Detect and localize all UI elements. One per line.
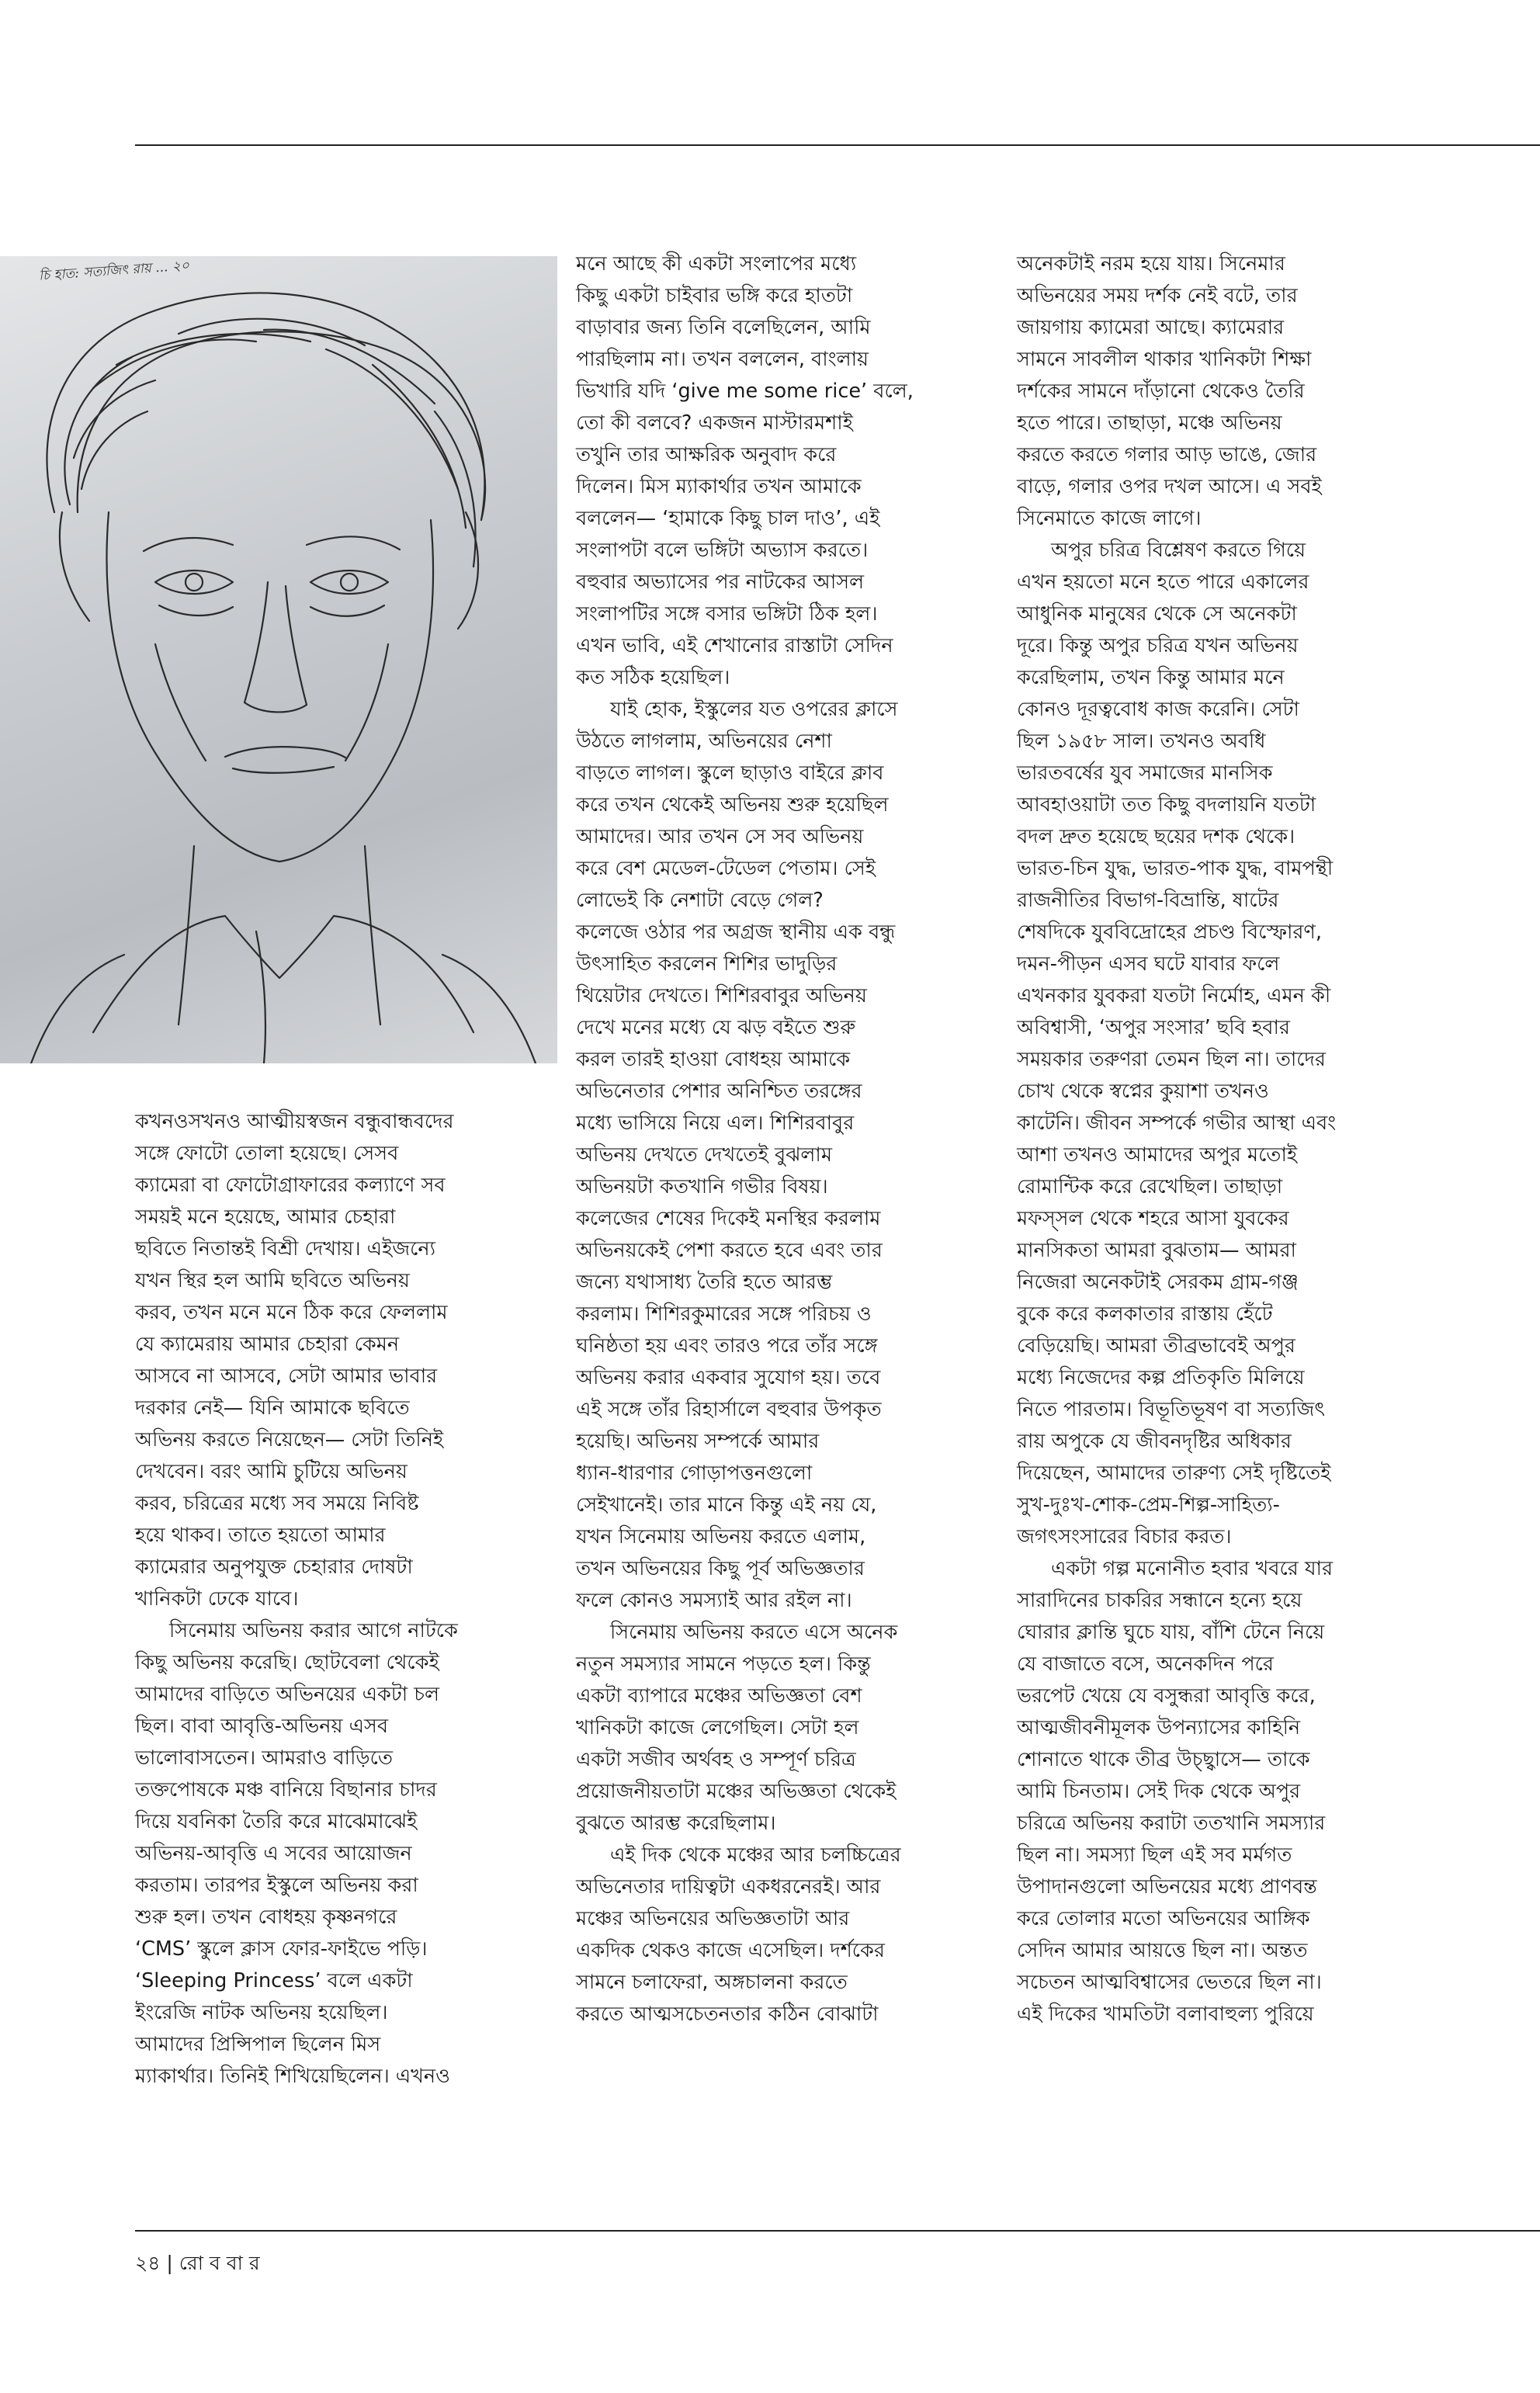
paragraph: অপুর চরিত্র বিশ্লেষণ করতে গিয়ে এখন হয়তো মনে হতে পারে একালের আধুনিক মানুষের থেকে সে অনেকটা দূরে। কিন্তু অপুর চরিত্র যখন অভিনয় করেছিলাম, তখন কিন্তু আমার মনে কোনও দূরত্ববোধ কাজ করেনি। সেটা ছিল ১৯৫৮ সাল। তখনও অবধি ভারতবর্ষের যুব সমাজের মানসিক আবহাওয়াটা তত কিছু বদলায়নি যতটা বদল দ্রুত হয়েছে ছয়ের দশক থেকে। ভারত-চিন যুদ্ধ, ভারত-পাক যুদ্ধ, বামপন্থী রাজনীতির বিভাগ-বিভ্রান্তি, ষাটের শেষদিকে যুববিদ্রোহের প্রচণ্ড বিস্ফোরণ, দমন-পীড়ন এসব ঘটে যাবার ফলে এখনকার যুবকরা যতটা নির্মোহ, এমন কী অবিশ্বাসী, ‘অপুর সংসার’ ছবি হবার সময়কার তরুণরা তেমন ছিল না। তাদের চোখ থেকে স্বপ্নের কুয়াশা তখনও কাটেনি। জীবন সম্পর্কে গভীর আস্থা এবং আশা তখনও আমাদের অপুর মতোই রোমান্টিক করে রেখেছিল। তাছাড়া মফস্সল থেকে শহরে আসা যুবকের মানসিকতা আমরা বুঝতাম— আমরা নিজেরা অনেকটাই সেরকম গ্রাম-গঞ্জ বুকে করে কলকাতার রাস্তায় হেঁটে বেড়িয়েছি। আমরা তীব্রভাবেই অপুর মধ্যে নিজেদের কল্প প্রতিকৃতি মিলিয়ে নিতে পারতাম। বিভূতিভূষণ বা সত্যজিৎ রায় অপুকে যে জীবনদৃষ্টির অধিকার দিয়েছেন, আমাদের তারুণ্য সেই দৃষ্টিতেই সুখ-দুঃখ-শোক-প্রেম-শিল্প-সাহিত্য- জগৎসংসারের বিচার করত। [1017, 539, 1337, 1549]
paragraph: অনেকটাই নরম হয়ে যায়। সিনেমার অভিনয়ের সময় দর্শক নেই বটে, তার জায়গায় ক্যামেরা আছে। ক্যামেরার সামনে সাবলীল থাকার খানিকটা শিক্ষা দর্শকের সামনে দাঁড়ানো থেকেও তৈরি হতে পারে। তাছাড়া, মঞ্চে অভিনয় করতে করতে গলার আড় ভাঙে, জোর বাড়ে, গলার ওপর দখল আসে। এ সবই সিনেমাতে কাজে লাগে। [1017, 252, 1322, 530]
text-column-2 [576, 248, 973, 2031]
sketch-handwritten-note: চি হাত: সত্যজিৎ রায় ... ২০ [38, 258, 190, 284]
text-column-3 [1017, 248, 1414, 2031]
paragraph: সিনেমায় অভিনয় করার আগে নাটকে কিছু অভিনয় করেছি। ছোটবেলা থেকেই আমাদের বাড়িতে অভিনয়ের একটা চল ছিল। বাবা আবৃত্তি-অভিনয় এসব ভালোবাসতেন। আমরাও বাড়িতে তক্তপোষকে মঞ্চ বানিয়ে বিছানার চাদর দিয়ে যবনিকা তৈরি করে মাঝেমাঝেই অভিনয়-আবৃত্তি এ সবের আয়োজন করতাম। তারপর ইস্কুলে অভিনয় করা শুরু হল। তখন বোধহয় কৃষ্ণনগরে ‘CMS’ স্কুলে ক্লাস ফোর-ফাইভে পড়ি। ‘Sleeping Princess’ বলে একটা ইংরেজি নাটক অভিনয় হয়েছিল। আমাদের প্রিন্সিপাল ছিলেন মিস ম্যাকার্থার। তিনিই শিখিয়েছিলেন। এখনও [135, 1619, 458, 2088]
paragraph: মনে আছে কী একটা সংলাপের মধ্যে কিছু একটা চাইবার ভঙ্গি করে হাতটা বাড়াবার জন্য তিনি বলেছিলেন, আমি পারছিলাম না। তখন বললেন, বাংলায় ভিখারি যদি ‘give me some rice’ বলে, তো কী বলবে? একজন মাস্টারমশাই তখুনি তার আক্ষরিক অনুবাদ করে দিলেন। মিস ম্যাকার্থার তখন আমাকে বললেন— ‘হামাকে কিছু চাল দাও’, এই সংলাপটা বলে ভঙ্গিটা অভ্যাস করতে। বহুবার অভ্যাসের পর নাটকের আসল সংলাপটির সঙ্গে বসার ভঙ্গিটা ঠিক হল। এখন ভাবি, এই শেখানোর রাস্তাটা সেদিন কত সঠিক হয়েছিল। [576, 252, 914, 689]
page-folio: ২৪ | রো ব বা র [135, 2252, 260, 2274]
text-column-1 [135, 1106, 522, 2093]
top-rule [135, 144, 1540, 146]
paragraph: যাই হোক, ইস্কুলের যত ওপরের ক্লাসে উঠতে লাগলাম, অভিনয়ের নেশা বাড়তে লাগল। স্কুলে ছাড়াও বাইরে ক্লাব করে তখন থেকেই অভিনয় শুরু হয়েছিল আমাদের। আর তখন সে সব অভিনয় করে বেশ মেডেল-টেডেল পেতাম। সেই লোভেই কি নেশাটা বেড়ে গেল? কলেজে ওঠার পর অগ্রজ স্থানীয় এক বন্ধু উৎসাহিত করলেন শিশির ভাদুড়ির থিয়েটার দেখতে। শিশিরবাবুর অভিনয় দেখে মনের মধ্যে যে ঝড় বইতে শুরু করল তারই হাওয়া বোধহয় আমাকে অভিনেতার পেশার অনিশ্চিত তরঙ্গের মধ্যে ভাসিয়ে নিয়ে এল। শিশিরবাবুর অভিনয় দেখতে দেখতেই বুঝলাম অভিনয়টা কতখানি গভীর বিষয়। কলেজের শেষের দিকেই মনস্থির করলাম অভিনয়কেই পেশা করতে হবে এবং তার জন্যে যথাসাধ্য তৈরি হতে আরম্ভ করলাম। শিশিরকুমারের সঙ্গে পরিচয় ও ঘনিষ্ঠতা হয় এবং তারও পরে তাঁর সঙ্গে অভিনয় করার একবার সুযোগ হয়। তবে এই সঙ্গে তাঁর রিহার্সালে বহুবার উপকৃত হয়েছি। অভিনয় সম্পর্কে আমার ধ্যান-ধারণার গোড়াপত্তনগুলো সেইখানেই। তার মানে কিন্তু এই নয় যে, যখন সিনেমায় অভিনয় করতে এলাম, তখন অভিনয়ের কিছু পূর্ব অভিজ্ঞতার ফলে কোনও সমস্যাই আর রইল না। [576, 698, 898, 1612]
paragraph: একটা গল্প মনোনীত হবার খবরে যার সারাদিনের চাকরির সন্ধানে হন্যে হয়ে ঘোরার ক্লান্তি ঘুচে যায়, বাঁশি টেনে নিয়ে যে বাজাতে বসে, অনেকদিন পরে ভরপেট খেয়ে যে বসুন্ধরা আবৃত্তি করে, আত্মজীবনীমূলক উপন্যাসের কাহিনি শোনাতে থাকে তীব্র উচ্ছ্বাসে— তাকে আমি চিনতাম। সেই দিক থেকে অপুর চরিত্রে অভিনয় করাটা ততখানি সমস্যার ছিল না। সমস্যা ছিল এই সব মর্মগত উপাদানগুলো অভিনয়ের মধ্যে প্রাণবন্ত করে তোলার মতো অভিনয়ের আঙ্গিক সেদিন আমার আয়ত্তে ছিল না। অন্তত সচেতন আত্মবিশ্বাসের ভেতরে ছিল না। এই দিকের খামতিটা বলাবাহুল্য পুরিয়ে [1017, 1557, 1333, 2026]
paragraph: সিনেমায় অভিনয় করতে এসে অনেক নতুন সমস্যার সামনে পড়তে হল। কিন্তু একটা ব্যাপারে মঞ্চের অভিজ্ঞতা বেশ খানিকটা কাজে লেগেছিল। সেটা হল একটা সজীব অর্থবহ ও সম্পূর্ণ চরিত্র প্রয়োজনীয়তাটা মঞ্চের অভিজ্ঞতা থেকেই বুঝতে আরম্ভ করেছিলাম। [576, 1621, 898, 1835]
portrait-sketch-drawing [0, 256, 557, 1063]
paragraph: কখনওসখনও আত্মীয়স্বজন বন্ধুবান্ধবদের সঙ্গে ফোটো তোলা হয়েছে। সেসব ক্যামেরা বা ফোটোগ্রাফারের কল্যাণে সব সময়ই মনে হয়েছে, আমার চেহারা ছবিতে নিতান্তই বিশ্রী দেখায়। এইজন্যে যখন স্থির হল আমি ছবিতে অভিনয় করব, তখন মনে মনে ঠিক করে ফেললাম যে ক্যামেরায় আমার চেহারা কেমন আসবে না আসবে, সেটা আমার ভাবার দরকার নেই— যিনি আমাকে ছবিতে অভিনয় করতে নিয়েছেন— সেটা তিনিই দেখবেন। বরং আমি চুটিয়ে অভিনয় করব, চরিত্রের মধ্যে সব সময়ে নিবিষ্ট হয়ে থাকব। তাতে হয়তো আমার ক্যামেরার অনুপযুক্ত চেহারার দোষটা খানিকটা ঢেকে যাবে। [135, 1110, 454, 1611]
portrait-sketch-image [0, 256, 557, 1063]
paragraph: এই দিক থেকে মঞ্চের আর চলচ্চিত্রের অভিনেতার দায়িত্বটা একধরনেরই। আর মঞ্চের অভিনয়ের অভিজ্ঞতাটা আর একদিক থেকও কাজে এসেছিল। দর্শকের সামনে চলাফেরা, অঙ্গচালনা করতে করতে আত্মসচেতনতার কঠিন বোঝাটা [576, 1843, 901, 2026]
bottom-rule [135, 2230, 1540, 2232]
